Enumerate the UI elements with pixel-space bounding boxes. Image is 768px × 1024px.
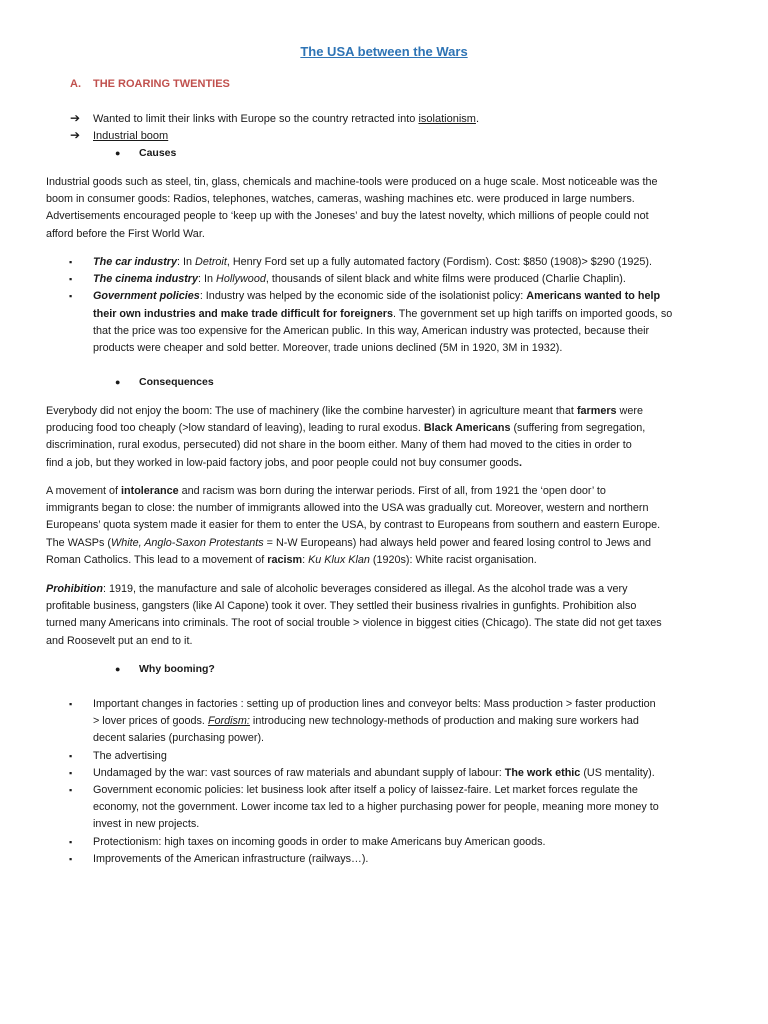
prohibition-paragraph: Prohibition: 1919, the manufacture and sale of alcoholic beverages considered as illegal. As the alcohol trade was a very profitable business, gangsters (like Al Capone) took it over. They settled their business rivalries in gunfights. Prohibition also turned many Americans into criminals. The root of social trouble > violence in biggest cities (Chicago). The state did not get taxes and Roosevelt put an end to it. [46, 583, 662, 647]
page-title: The USA between the Wars [300, 44, 468, 59]
isolationism-link: isolationism [418, 113, 476, 125]
section-title: THE ROARING TWENTIES [93, 78, 230, 90]
arrow-icon: ➔ [70, 111, 81, 125]
list-item: ▪ The car industry: In Detroit, Henry Ford set up a fully automated factory (Fordism). Cost: $850 (1908)> $290 (1925). [46, 254, 722, 271]
bullet-icon: ● [115, 148, 121, 158]
list-item: ▪ Undamaged by the war: vast sources of raw materials and abundant supply of labour: The work ethic (US mentality). [46, 765, 722, 782]
consequences-paragraph-1: Everybody did not enjoy the boom: The use of machinery (like the combine harvester) in agriculture meant that farmers were producing food too cheaply (>low standard of leaving), leading to rural exodus. Black Americans (suffering from segregation, discrimination, rural exodus, persecuted) did not share in the boom either. Many of them had moved to the cities in order to find a job, but they worked in low-paid factory jobs, and poor people could not buy consumer goods. [46, 405, 646, 469]
section-heading [70, 78, 230, 90]
list-item: ▪ The cinema industry: In Hollywood, thousands of silent black and white films were produced (Charlie Chaplin). [46, 271, 722, 288]
list-item: ▪ Improvements of the American infrastructure (railways…). [46, 851, 722, 868]
square-bullet-icon: ▪ [69, 836, 73, 847]
why-booming-list [46, 696, 722, 868]
why-booming-heading: ● Why booming? [115, 663, 215, 675]
list-item: ▪ Protectionism: high taxes on incoming goods in order to make Americans buy American goods. [46, 834, 722, 851]
consequences-heading: ● Consequences [115, 376, 214, 388]
square-bullet-icon: ▪ [69, 853, 73, 864]
square-bullet-icon: ▪ [69, 699, 73, 709]
causes-list [46, 254, 722, 357]
intro-item-isolationism: ➔ Wanted to limit their links with Europe so the country retracted into isolationism. [70, 111, 479, 125]
list-item: ▪ Government economic policies: let business look after itself a policy of laissez-faire. Let market forces regulate the economy, not the government. Lower income tax led to a higher purchasing power for people, meaning more money to invest in new projects. [69, 784, 659, 831]
list-item: ▪ Important changes in factories : setting up of production lines and conveyor belts: Mass production > faster production > lover prices of goods. Fordism: introducing new technology-methods of production and making sure workers had decent salaries (purchasing power). [69, 698, 656, 745]
list-item: ▪ Government policies: Industry was helped by the economic side of the isolationist policy: Americans wanted to help their own industries and make trade difficult for foreigners. The government set up high tariffs on imported goods, so that the price was too expensive for the American public. In this way, American industry was protected, because their products were cheaper and sold better. Moreover, trade unions declined (5M in 1920, 3M in 1932). [69, 290, 673, 355]
consequences-paragraph-2: A movement of intolerance and racism was born during the interwar periods. First of all, from 1921 the ‘open door’ to immigrants began to close: the number of immigrants allowed into the USA was gradually cut. Moreover, western and northern Europeans’ quota system made it easier for them to enter the USA, by contrast to Europeans from southern and eastern Europe. The WASPs (White, Anglo-Saxon Protestants = N-W Europeans) had always held power and feared losing control to Jews and Roman Catholics. This lead to a movement of racism: Ku Klux Klan (1920s): White racist organisation. [46, 485, 661, 566]
intro-item-industrial-boom [70, 128, 168, 142]
square-bullet-icon: ▪ [69, 767, 73, 778]
bullet-icon: ● [115, 664, 121, 674]
industrial-boom-link: Industrial boom [93, 130, 169, 142]
square-bullet-icon: ▪ [69, 785, 73, 796]
section-number: A. [70, 78, 81, 90]
fordism-term: Fordism: [207, 715, 250, 728]
square-bullet-icon: ▪ [69, 257, 73, 267]
square-bullet-icon: ▪ [69, 750, 73, 761]
bullet-icon: ● [115, 377, 121, 387]
arrow-icon: ➔ [70, 128, 81, 142]
square-bullet-icon: ▪ [69, 291, 73, 302]
square-bullet-icon: ▪ [69, 274, 73, 285]
list-item: ▪ The advertising [46, 748, 722, 765]
causes-paragraph: Industrial goods such as steel, tin, glass, chemicals and machine-tools were produced on a huge scale. Most noticeable was the boom in consumer goods: Radios, telephones, watches, cameras, washing machines etc. were produced in large numbers. Advertisements encouraged people to ‘keep up with the Joneses’ and buy the latest novelty, which millions of people could not afford before the First World War. [46, 176, 658, 240]
causes-heading: ● Causes [115, 147, 177, 159]
